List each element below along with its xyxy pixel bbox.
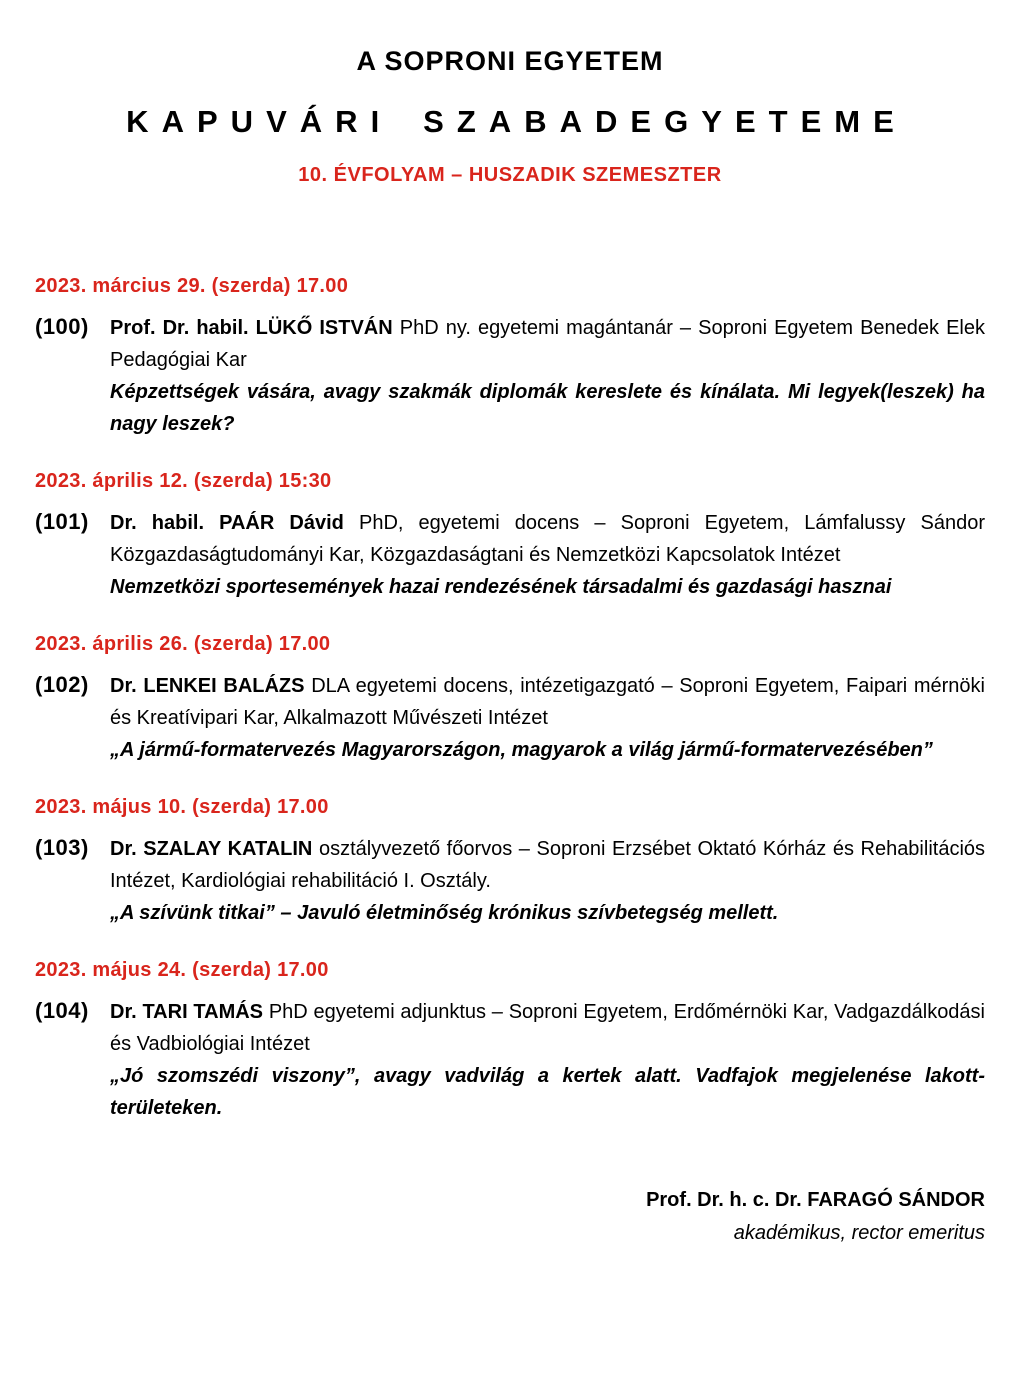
speaker-name: Dr. TARI TAMÁS	[110, 1001, 264, 1023]
speaker-role: PhD ny. egyetemi magántanár – Soproni Egyetem Benedek Elek Pedagógiai Kar	[110, 317, 985, 371]
session-date: 2023. május 10. (szerda) 17.00	[35, 796, 329, 818]
lecture-entry	[35, 507, 985, 603]
session-date: 2023. április 12. (szerda) 15:30	[35, 470, 332, 492]
entry-number: (100)	[35, 314, 89, 339]
talk-title: Képzettségek vására, avagy szakmák diplomák kereslete és kínálata. Mi legyek(leszek) ha nagy leszek?	[110, 381, 985, 435]
entry-number: (103)	[35, 835, 89, 860]
speaker-line	[110, 507, 985, 571]
speaker-role: DLA egyetemi docens, intézetigazgató – Soproni Egyetem, Faipari mérnöki és Kreatívipari Kar, Alkalmazott Művészeti Intézet	[110, 675, 985, 729]
speaker-line	[110, 996, 985, 1060]
speaker-line	[110, 312, 985, 376]
signature-role: akadémikus, rector emeritus	[733, 1222, 985, 1244]
signature-block	[35, 1184, 985, 1250]
page-title: A SOPRONI EGYETEM	[356, 46, 664, 76]
signature-name: Prof. Dr. h. c. Dr. FARAGÓ SÁNDOR	[646, 1189, 985, 1211]
speaker-name: Dr. LENKEI BALÁZS	[110, 675, 305, 697]
speaker-name: Prof. Dr. habil. LÜKŐ ISTVÁN	[110, 317, 393, 339]
lecture-entry	[35, 312, 985, 440]
speaker-role: PhD, egyetemi docens – Soproni Egyetem, Lámfalussy Sándor Közgazdaságtudományi Kar, Közgazdaságtani és Nemzetközi Kapcsolatok Intézet	[110, 512, 985, 566]
speaker-role: osztályvezető főorvos – Soproni Erzsébet Oktató Kórház és Rehabilitációs Intézet, Kardiológiai rehabilitáció I. Osztály.	[110, 838, 986, 892]
session-date: 2023. május 24. (szerda) 17.00	[35, 959, 329, 981]
speaker-line	[110, 670, 985, 734]
session-date: 2023. április 26. (szerda) 17.00	[35, 633, 331, 655]
document-header	[35, 46, 985, 187]
program-title: KAPUVÁRI SZABADEGYETEME	[126, 104, 907, 139]
lecture-entry	[35, 670, 985, 766]
speaker-name: Dr. habil. PAÁR Dávid	[110, 512, 344, 534]
entry-number: (104)	[35, 998, 89, 1023]
talk-title: Nemzetközi sportesemények hazai rendezésének társadalmi és gazdasági hasznai	[110, 576, 892, 598]
talk-title: „A jármű-formatervezés Magyarországon, magyarok a világ jármű-formatervezésében”	[110, 739, 933, 761]
entry-number: (101)	[35, 509, 89, 534]
session-date: 2023. március 29. (szerda) 17.00	[35, 275, 349, 297]
entry-number: (102)	[35, 672, 89, 697]
speaker-line	[110, 833, 985, 897]
speaker-name: Dr. SZALAY KATALIN	[110, 838, 313, 860]
talk-title: „A szívünk titkai” – Javuló életminőség krónikus szívbetegség mellett.	[110, 902, 779, 924]
semester-subtitle: 10. ÉVFOLYAM – HUSZADIK SZEMESZTER	[298, 164, 722, 186]
talk-title: „Jó szomszédi viszony”, avagy vadvilág a kertek alatt. Vadfajok megjelenése lakott-területeken.	[110, 1065, 985, 1119]
lecture-entry	[35, 996, 985, 1124]
lecture-entry	[35, 833, 985, 929]
speaker-role: PhD egyetemi adjunktus – Soproni Egyetem, Erdőmérnöki Kar, Vadgazdálkodási és Vadbiológiai Intézet	[110, 1001, 986, 1055]
